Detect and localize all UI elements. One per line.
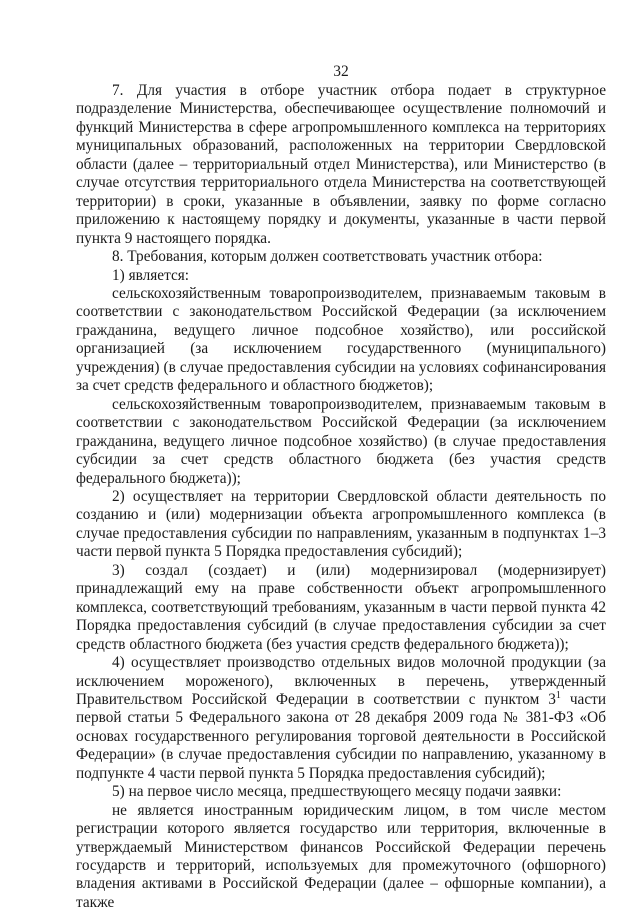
paragraph-8-participant-requirements: 8. Требования, которым должен соответствовать участник отбора: <box>112 248 543 266</box>
item-4-text-before: 4) осуществляет производство отдельных видов молочной продукции (за исключением мороженого), включенных в перечень, утвержденный Правительством Российской Федерации в соответствии с пунктом 3 <box>76 654 606 708</box>
paragraph-7-application-submission: 7. Для участия в отборе участник отбора подает в структурное подразделение Министерства, обеспечивающее осуществление полномочий и функций Министерства в сфере агропромышленного комплекса на территориях муниципальных образований, расположенных на территории Свердловской области (далее – территориальный отдел Министерства), или Министерство (в случае отсутствия территориального отдела Министерства на соответствующей территории) в сроки, указанные в объявлении, заявку по форме согласно приложению к настоящему порядку и документы, указанные в части первой пункта 9 настоящего порядка. <box>76 82 606 247</box>
paragraph-8-item-1-option-a: сельскохозяйственным товаропроизводителем, признаваемым таковым в соответствии с законодательством Российской Федерации (за исключением гражданина, ведущего личное подсобное хозяйство), или российской организацией (за исключением государственного (муниципального) учреждения) (в случае предоставления субсидии на условиях софинансирования за счет средств федерального и областного бюджетов); <box>76 284 606 395</box>
paragraph-8-item-5-offshore: не является иностранным юридическим лицом, в том числе местом регистрации которого является государство или территория, включенные в утверждаемый Министерством финансов Российской Федерации перечень государств и территорий, используемых для промежуточного (офшорного) владения активами в Российской Федерации (далее – офшорные компании), а также <box>76 801 606 911</box>
page-number: 32 <box>333 63 349 80</box>
paragraph-8-item-3: 3) создал (создает) и (или) модернизировал (модернизирует) принадлежащий ему на праве собственности объект агропромышленного комплекса, соответствующий требованиям, указанным в части первой пункта 42 Порядка предоставления субсидий (в случае предоставления субсидии за счет средств областного бюджета (без участия средств федерального бюджета)); <box>76 561 606 653</box>
paragraph-8-item-5-heading: 5) на первое число месяца, предшествующего месяцу подачи заявки: <box>112 783 562 801</box>
paragraph-8-item-4 <box>76 654 606 783</box>
paragraph-8-item-1-option-b: сельскохозяйственным товаропроизводителем, признаваемым таковым в соответствии с законодательством Российской Федерации (за исключением гражданина, ведущего личное подсобное хозяйство) (в случае предоставления субсидии за счет средств областного бюджета (без участия средств федерального бюджета)); <box>76 395 606 487</box>
paragraph-8-item-1-heading: 1) является: <box>112 266 190 284</box>
document-page <box>76 62 606 912</box>
item-4-superscript: 1 <box>555 689 561 701</box>
paragraph-8-item-2: 2) осуществляет на территории Свердловской области деятельность по созданию и (или) модернизации объекта агропромышленного комплекса (в случае предоставления субсидии по направлениям, указанным в подпунктах 1–3 части первой пункта 5 Порядка предоставления субсидий); <box>76 487 606 561</box>
item-4-text-after: части первой статьи 5 Федерального закона от 28 декабря 2009 года № 381-ФЗ «Об основах государственного регулирования торговой деятельности в Российской Федерации» (в случае предоставления субсидии по направлению, указанному в подпункте 4 части первой пункта 5 Порядка предоставления субсидий); <box>76 690 607 782</box>
